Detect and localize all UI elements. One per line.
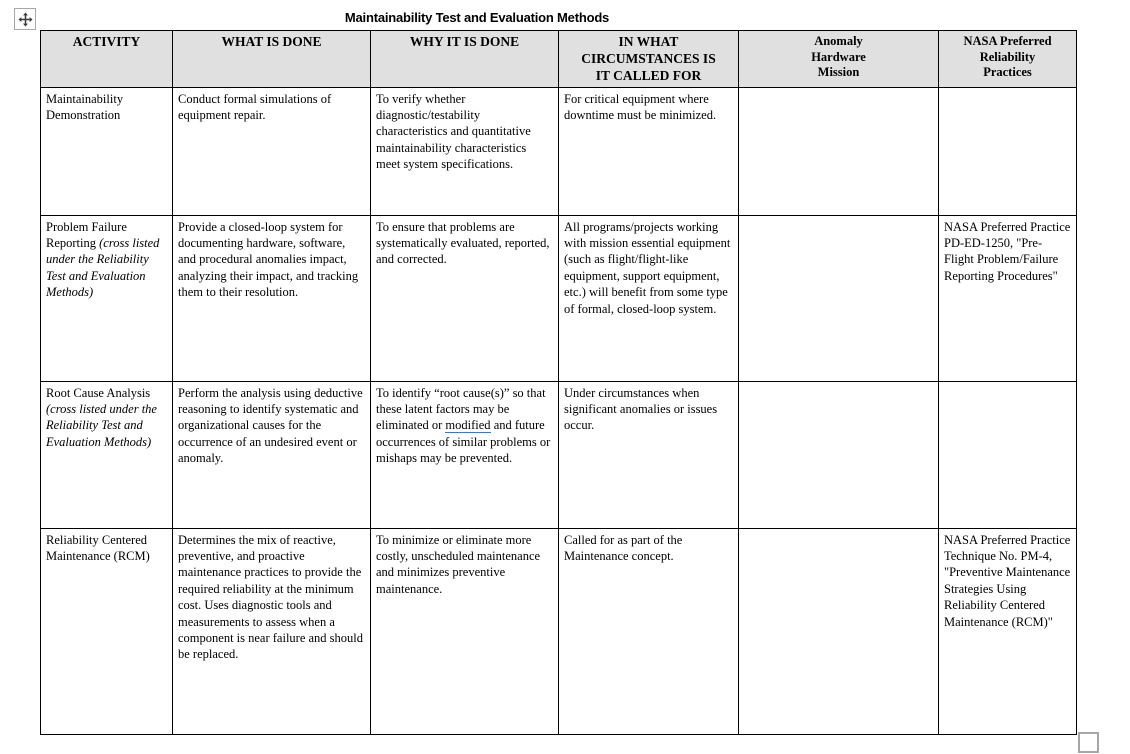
cell-anomaly-hardware-mission [739,528,939,734]
cell-why-it-is-done: To ensure that problems are systematically evaluated, reported, and corrected. [371,215,559,381]
cell-circumstances: Under circumstances when significant anomalies or issues occur. [559,381,739,528]
column-header-what-is-done: WHAT IS DONE [173,31,371,88]
cell-why-it-is-done: To minimize or eliminate more costly, unscheduled maintenance and minimizes preventive maintenance. [371,528,559,734]
cell-nasa-preferred-practice [939,87,1077,215]
column-header-activity: ACTIVITY [41,31,173,88]
cell-anomaly-hardware-mission [739,215,939,381]
cell-why-it-is-done: To verify whether diagnostic/testability characteristics and quantitative maintainability characteristics meet system specifications. [371,87,559,215]
page-title: Maintainability Test and Evaluation Methods [344,10,610,25]
cell-activity: Reliability Centered Maintenance (RCM) [41,528,173,734]
cell-circumstances: All programs/projects working with mission essential equipment (such as flight/flight-like equipment, support equipment, etc.) will benefit from some type of formal, closed-loop system. [559,215,739,381]
header-row [41,31,1077,88]
cell-anomaly-hardware-mission [739,381,939,528]
cell-anomaly-hardware-mission [739,87,939,215]
cell-what-is-done: Conduct formal simulations of equipment repair. [173,87,371,215]
column-header-anomaly-hardware-mission: Anomaly Hardware Mission [739,31,939,88]
cell-what-is-done: Provide a closed-loop system for documenting hardware, software, and procedural anomalies impact, analyzing their impact, and tracking them to their resolution. [173,215,371,381]
table-row [41,528,1077,734]
cell-why-it-is-done: To identify “root cause(s)” so that these latent factors may be eliminated or modified and future occurrences of similar problems or mishaps may be prevented. [371,381,559,528]
column-header-circumstances: IN WHAT CIRCUMSTANCES IS IT CALLED FOR [559,31,739,88]
cell-what-is-done: Perform the analysis using deductive reasoning to identify systematic and organizational causes for the occurrence of an undesired event or anomaly. [173,381,371,528]
table-row [41,381,1077,528]
column-header-why-it-is-done: WHY IT IS DONE [371,31,559,88]
cell-nasa-preferred-practice: NASA Preferred Practice Technique No. PM-4, "Preventive Maintenance Strategies Using Reliability Centered Maintenance (RCM)" [939,528,1077,734]
cell-what-is-done: Determines the mix of reactive, preventive, and proactive maintenance practices to provide the required reliability at the minimum cost. Uses diagnostic tools and measurements to assess when a component is near failure and should be replaced. [173,528,371,734]
cell-activity: Root Cause Analysis (cross listed under the Reliability Test and Evaluation Methods) [41,381,173,528]
table-row [41,215,1077,381]
cell-circumstances: Called for as part of the Maintenance concept. [559,528,739,734]
column-header-nasa-preferred-practices: NASA Preferred Reliability Practices [939,31,1077,88]
table-row [41,87,1077,215]
cell-activity: Problem Failure Reporting (cross listed under the Reliability Test and Evaluation Methods) [41,215,173,381]
move-icon [18,12,33,27]
table-move-handle[interactable] [14,8,36,30]
table-resize-handle[interactable] [1078,732,1099,753]
maintainability-methods-table [40,30,1077,735]
cell-nasa-preferred-practice [939,381,1077,528]
cell-circumstances: For critical equipment where downtime must be minimized. [559,87,739,215]
cell-nasa-preferred-practice: NASA Preferred Practice PD-ED-1250, "Pre-Flight Problem/Failure Reporting Procedures" [939,215,1077,381]
cell-activity: Maintainability Demonstration [41,87,173,215]
